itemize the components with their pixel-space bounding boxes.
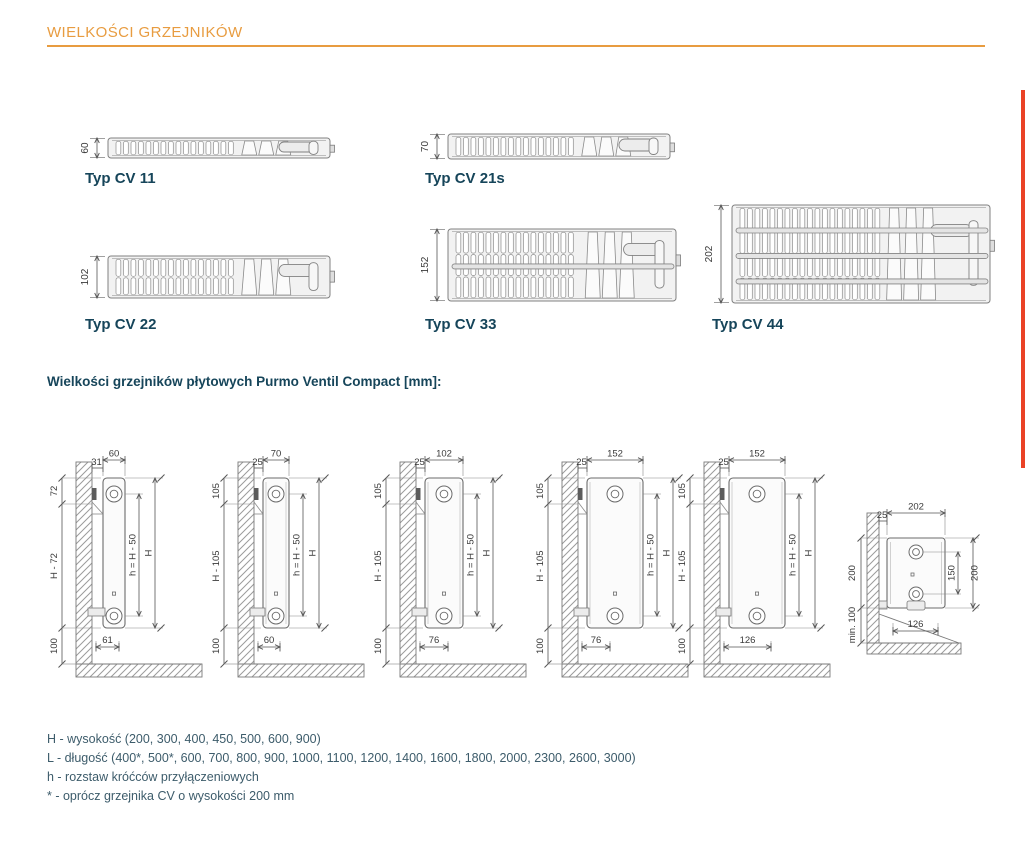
dim-label: 100 [373, 638, 384, 654]
header-rule [47, 45, 985, 47]
side-view-cv22 [372, 432, 537, 689]
side-view-cv11 [48, 432, 213, 689]
dim-label: min. 100 [847, 606, 858, 644]
dim-label: 105 [211, 483, 222, 499]
cross-section-drawing [418, 126, 680, 167]
dim-label: 60 [263, 635, 275, 646]
dim-label: H - 105 [211, 550, 222, 582]
legend [47, 730, 636, 806]
dim-label: H - 72 [49, 553, 60, 579]
legend-line-H: H - wysokość (200, 300, 400, 450, 500, 600, 900) [47, 732, 321, 746]
label-cv21s: Typ CV 21s [425, 170, 505, 187]
cv21s-cross-section [418, 126, 680, 172]
dim-label: 25 [718, 457, 729, 468]
dim-label: 25 [252, 457, 263, 468]
dim-label: 202 [908, 501, 924, 513]
dim-label: H - 105 [677, 550, 688, 582]
dim-label: H [481, 549, 493, 557]
dim-label: 202 [704, 245, 715, 263]
dim-label: 126 [739, 635, 756, 646]
detail-view-cv44 [845, 463, 1017, 683]
dim-label: h = H - 50 [645, 534, 657, 576]
dim-label: 102 [80, 268, 91, 286]
dim-label: 200 [847, 565, 858, 581]
legend-line-L: L - długość (400*, 500*, 600, 700, 800, 900, 1000, 1100, 1200, 1400, 1600, 1800, 2000, 2300, 2600, 3000) [47, 751, 636, 765]
cv33-cross-section [418, 221, 686, 314]
dim-label: 150 [946, 565, 958, 581]
section-subtitle: Wielkości grzejników płytowych Purmo Ventil Compact [mm]: [47, 374, 442, 389]
page-title: WIELKOŚCI GRZEJNIKÓW [47, 24, 243, 41]
dim-label: 152 [607, 448, 623, 460]
dim-label: 100 [211, 638, 222, 654]
dim-label: h = H - 50 [465, 534, 477, 576]
detail-drawing [845, 463, 1017, 678]
dim-label: 102 [436, 448, 452, 460]
label-cv44: Typ CV 44 [712, 316, 784, 333]
cross-section-drawing [418, 221, 686, 309]
dim-label: 70 [420, 140, 431, 153]
dim-label: 25 [576, 457, 587, 468]
dim-label: 105 [677, 483, 688, 499]
dim-label: 200 [969, 565, 981, 581]
dim-label: 60 [80, 142, 91, 154]
dim-label: 72 [49, 485, 60, 497]
cv22-cross-section [78, 248, 340, 311]
dim-label: H - 105 [373, 550, 384, 582]
dim-label: 61 [102, 635, 113, 646]
dim-label: 76 [590, 635, 602, 646]
dim-label: H [143, 549, 155, 557]
dim-label: 152 [749, 448, 765, 460]
dim-label: 152 [420, 256, 431, 274]
dim-label: 100 [677, 638, 688, 654]
dim-label: 76 [428, 635, 440, 646]
dim-label: 60 [108, 448, 120, 460]
cv44-cross-section [702, 197, 1000, 316]
edge-marker-bar [1021, 90, 1025, 468]
dim-label: H - 105 [535, 550, 546, 582]
side-view-cv21s [210, 432, 375, 689]
cross-section-drawing [78, 248, 340, 306]
dim-label: 105 [373, 483, 384, 499]
dim-label: 126 [907, 619, 924, 630]
dim-label: H [307, 549, 319, 557]
side-view-cv33-alt [676, 432, 841, 689]
dim-label: h = H - 50 [291, 534, 303, 576]
legend-line-star: * - oprócz grzejnika CV o wysokości 200 mm [47, 789, 295, 803]
dim-label: 100 [535, 638, 546, 654]
cv11-cross-section [78, 130, 340, 171]
label-cv33: Typ CV 33 [425, 316, 497, 333]
label-cv22: Typ CV 22 [85, 316, 157, 333]
side-view-drawing [676, 432, 841, 684]
side-view-drawing [210, 432, 375, 684]
dim-label: 100 [49, 638, 60, 654]
label-cv11: Typ CV 11 [85, 170, 156, 187]
dim-label: h = H - 50 [127, 534, 139, 576]
cross-section-drawing [78, 130, 340, 166]
side-view-cv33 [534, 432, 699, 689]
side-view-drawing [372, 432, 537, 684]
dim-label: 25 [876, 510, 888, 521]
dim-label: h = H - 50 [787, 534, 799, 576]
dim-label: 25 [414, 457, 425, 468]
dim-label: H [803, 549, 815, 557]
side-view-drawing [48, 432, 213, 684]
dim-label: 70 [270, 448, 282, 460]
legend-line-h: h - rozstaw króćców przyłączeniowych [47, 770, 259, 784]
dim-label: 31 [91, 457, 102, 468]
dim-label: 105 [535, 483, 546, 499]
side-view-drawing [534, 432, 699, 684]
dim-label: H [661, 549, 673, 557]
cross-section-drawing [702, 197, 1000, 311]
